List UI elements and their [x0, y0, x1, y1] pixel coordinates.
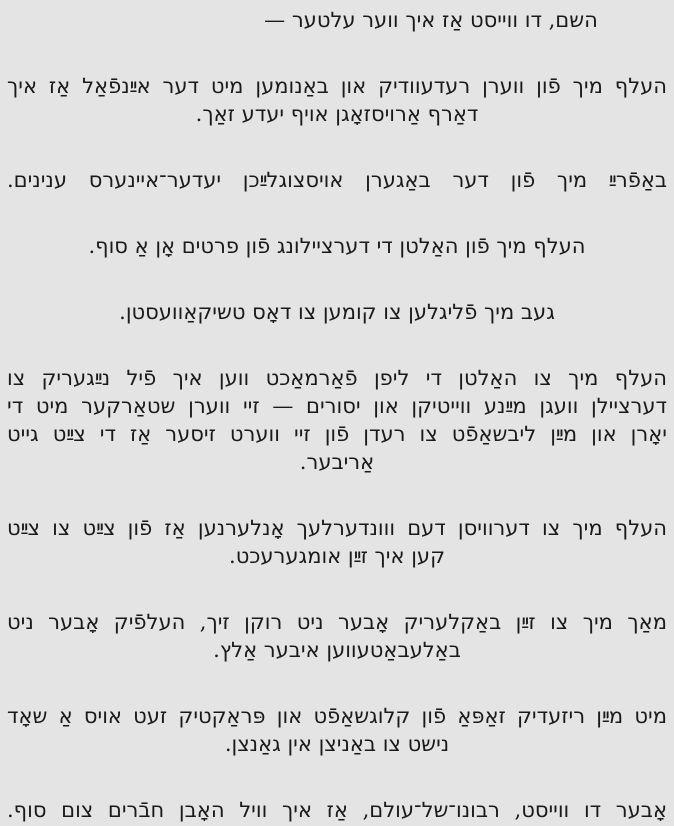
paragraph — [7, 608, 667, 664]
text-line: העלף מיך פֿון האַלטן די דערציילונג פֿון פרטים אָן אַ סוף. — [88, 234, 586, 258]
text-line: נישט צו באַניצן אין גאַנצן. — [224, 732, 450, 756]
text-line: מיט מײַן ריזעדיק זאַפּאַ פֿון קלוגשאַפֿט און פּראַקטיק זעט אויס אַ שאָד — [7, 704, 667, 728]
paragraph — [7, 364, 667, 476]
text-line: יאָרן און מײַן ליבשאַפֿט צו רעדן פֿון זיי ווערט זיסער אַז די צײַט גייט — [7, 422, 667, 446]
paragraph — [7, 298, 667, 326]
text-line: אָבער דו ווייסט, רבונו־של־עולם, אַז איך וויל האָבן חבֿרים צום סוף. — [7, 798, 667, 822]
paragraph — [7, 514, 667, 570]
text-line: העלף מיך צו האַלטן די ליפן פֿאַרמאַכט ווען איך פֿיל נײַגעריק צו — [7, 366, 667, 390]
paragraph — [7, 796, 667, 824]
text-line: באַפֿרײַ מיך פֿון דער באַגערן אויסצוגלײַכן יעדער־איינערס ענינים. — [7, 168, 667, 192]
paragraph — [7, 702, 667, 758]
text-line: אַריבער. — [299, 450, 375, 474]
paragraph — [7, 6, 667, 34]
text-line: דאַרף אַרויסזאָגן אויף יעדע זאַך. — [195, 102, 479, 126]
text-line: השם, דו ווייסט אַז איך ווער עלטער — — [264, 8, 598, 32]
text-line: דערציילן וועגן מײַנע ווייטיקן און יסורים — זיי ווערן שטאַרקער מיט די — [7, 394, 667, 418]
paragraph — [7, 166, 667, 194]
text-line: באַלעבאַטעווען איבער אַלץ. — [213, 638, 461, 662]
text-line: געב מיך פֿליגלען צו קומען צו דאָס טשיקאַוועסטן. — [119, 300, 555, 324]
paragraph — [7, 232, 667, 260]
text-line: מאַך מיך צו זײַן באַקלעריק אָבער ניט רוקן זיך, העלפֿיק אָבער ניט — [7, 610, 667, 634]
text-line: העלף מיך צו דערוויסן דעם ווונדערלעך אָנלערנען אַז פֿון צײַט צו צײַט — [7, 516, 667, 540]
text-line: קען איך זײַן אומגערעכט. — [229, 544, 445, 568]
paragraph — [7, 72, 667, 128]
text-line: העלף מיך פֿון ווערן רעדעוודיק און באַנומען מיט דער אײַנפֿאַל אַז איך — [7, 74, 667, 98]
